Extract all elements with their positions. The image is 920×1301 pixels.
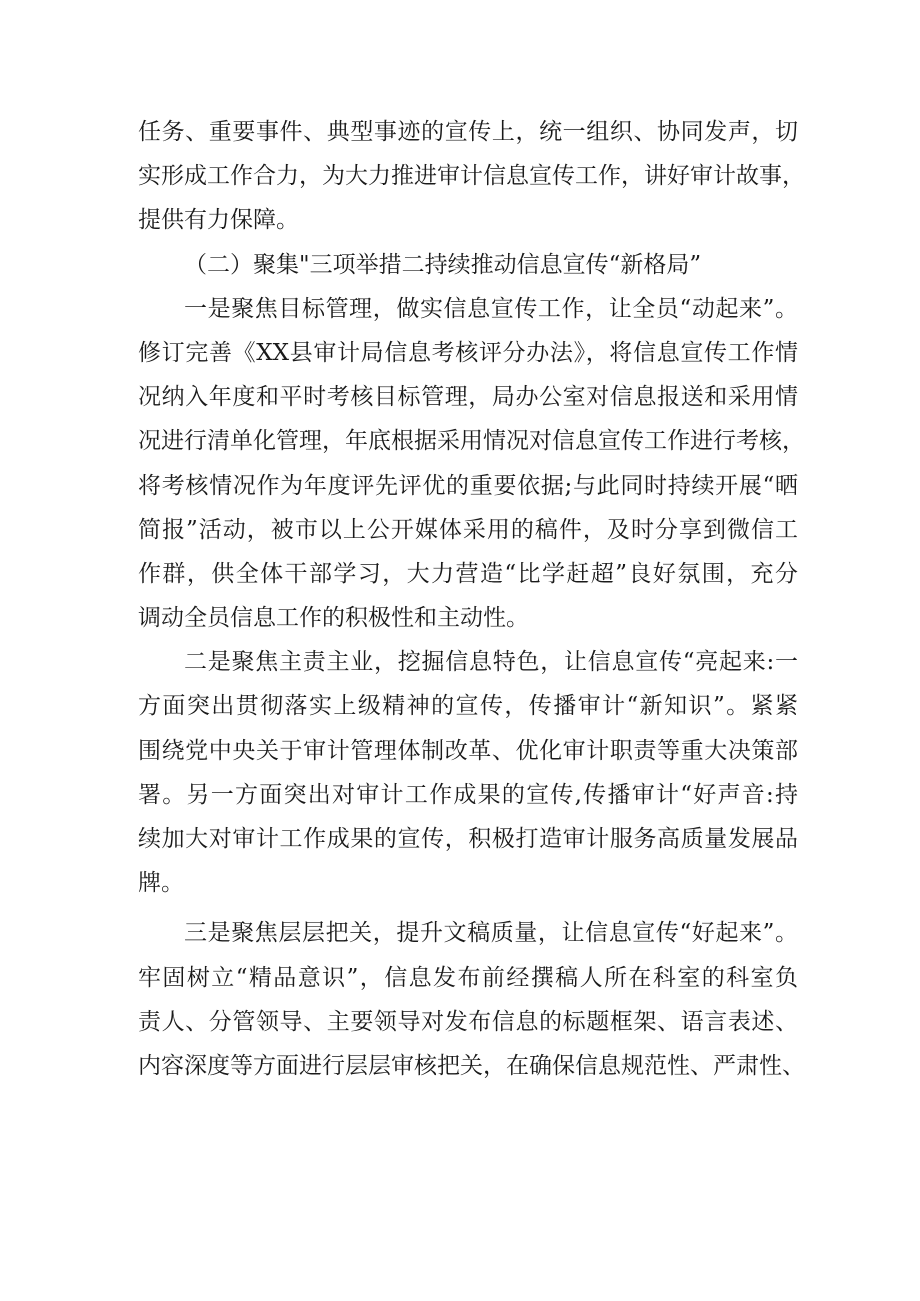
body-line: 简报”活动，被市以上公开媒体采用的稿件，及时分享到微信工 (138, 516, 798, 543)
body-line: 围绕党中央关于审计管理体制改革、优化审计职责等重大决策部 (138, 737, 798, 764)
body-line: 责人、分管领导、主要领导对发布信息的标题框架、语言表述、 (138, 1008, 798, 1035)
body-line: 况进行清单化管理，年底根据采用情况对信息宣传工作进行考核， (138, 428, 805, 455)
body-line: 内容深度等方面进行层层审核把关，在确保信息规范性、严肃性、 (138, 1052, 805, 1079)
body-line: 修订完善《XX县审计局信息考核评分办法》，将信息宣传工作情 (138, 339, 798, 366)
paragraph-first-line: 一是聚焦目标管理，做实信息宣传工作，让全员“动起来”。 (184, 295, 798, 322)
body-line: 牢固树立“精品意识”，信息发布前经撰稿人所在科室的科室负 (138, 964, 798, 991)
body-line: 调动全员信息工作的积极性和主动性。 (138, 605, 529, 632)
body-line: 任务、重要事件、典型事迹的宣传上，统一组织、协同发声，切 (138, 119, 798, 145)
body-line: 将考核情况作为年度评先评优的重要依据;与此同时持续开展“晒 (138, 472, 798, 499)
body-line: 况纳入年度和平时考核目标管理，局办公室对信息报送和采用情 (138, 384, 798, 411)
paragraph-first-line: 三是聚焦层层把关，提升文稿质量，让信息宣传“好起来”。 (184, 920, 798, 947)
body-line: 续加大对审计工作成果的宣传，积极打造审计服务高质量发展品 (138, 826, 798, 852)
paragraph-first-line: 二是聚焦主责主业，挖掘信息特色，让信息宣传“亮起来:一 (184, 649, 798, 676)
body-line: 方面突出贯彻落实上级精神的宣传，传播审计“新知识”。紧紧 (138, 693, 798, 720)
body-line: 署。另一方面突出对审计工作成果的宣传,传播审计“好声音:持 (138, 781, 798, 808)
section-heading: （二）聚集"三项举措二持续推动信息宣传“新格局” (184, 251, 702, 278)
body-line: 实形成工作合力，为大力推进审计信息宣传工作，讲好审计故事， (138, 163, 805, 190)
body-line: 提供有力保障。 (138, 207, 299, 234)
document-body (138, 110, 805, 1088)
body-line: 牌。 (138, 870, 184, 897)
body-line: 作群，供全体干部学习，大力营造“比学赶超”良好氛围，充分 (138, 560, 798, 587)
